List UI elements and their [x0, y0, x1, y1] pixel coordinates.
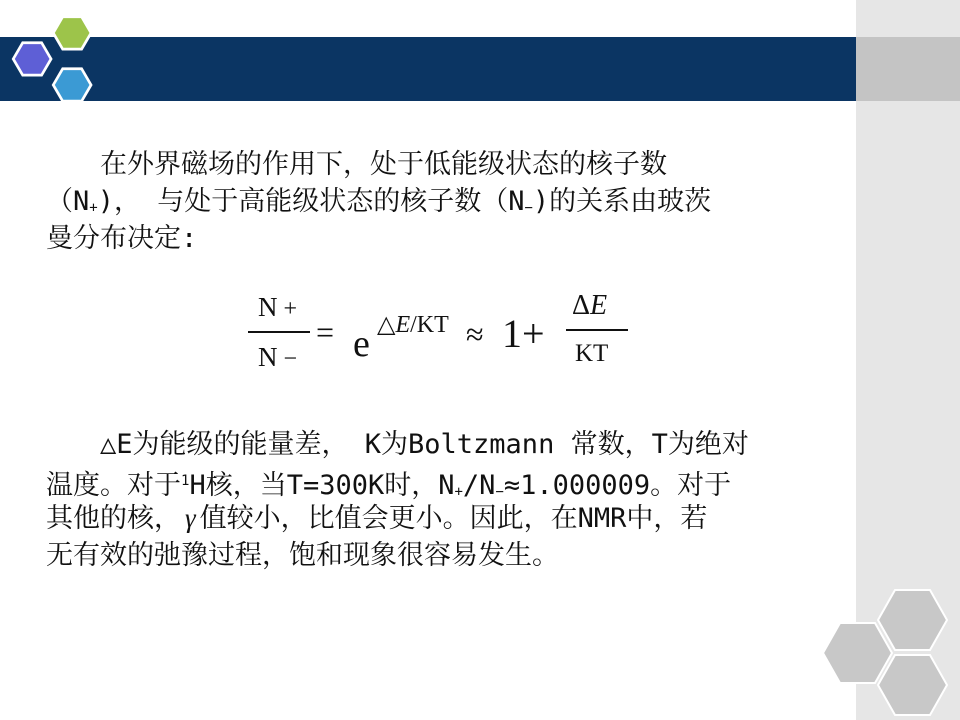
title-banner-gray-end: [856, 37, 960, 101]
rhs-fraction-bar: [566, 329, 628, 331]
lhs-numerator: N +: [258, 292, 298, 322]
para2-line2-sub: +: [454, 484, 463, 500]
gamma-symbol: γ: [185, 503, 196, 533]
para1-line2-a: （N: [46, 186, 90, 217]
para2-line2-a: 温度。对于: [46, 470, 181, 501]
para2-line3: [46, 500, 846, 537]
hexagon-green: [53, 17, 91, 49]
corner-hexagon-decoration-icon: [800, 585, 960, 720]
para2-line3-a: 其他的核，: [46, 503, 181, 534]
para1-line2-c: )的关系由玻茨: [532, 186, 712, 217]
paragraph-boltzmann-intro: [46, 146, 846, 257]
lhs-denominator: N −: [258, 342, 298, 372]
para2-line2-sub2: −: [495, 484, 504, 500]
exponent: △E/KT: [377, 312, 449, 338]
para1-line1: 在外界磁场的作用下，处于低能级状态的核子数: [100, 149, 667, 180]
paragraph-energy-explanation: [46, 426, 846, 574]
para2-line2: [46, 463, 846, 500]
para2-line2-d: ≈1.000009。对于: [503, 470, 732, 501]
approx-sign: ≈: [466, 316, 484, 352]
para1-line2-sub: +: [89, 200, 98, 216]
one-plus: 1+: [502, 311, 545, 356]
hexagon-logo-icon: [0, 0, 130, 130]
boltzmann-formula: [244, 286, 634, 382]
exponential-base: e: [353, 323, 370, 365]
para1-line2-b: )， 与处于高能级状态的核子数（N: [97, 186, 525, 217]
equals-sign: =: [316, 314, 335, 350]
hexagon-blue: [53, 69, 91, 101]
para1-line2: [46, 183, 846, 220]
hexagon-purple: [13, 43, 51, 75]
para2-line2-b: H核，当T=300K时，N: [189, 470, 455, 501]
lhs-fraction-bar: [248, 331, 310, 333]
rhs-numerator: ΔE: [572, 290, 608, 321]
para2-line1: △E为能级的能量差， K为Boltzmann 常数，T为绝对: [100, 429, 749, 460]
para2-line2-sup: 1: [181, 473, 190, 489]
para2-line3-b: 值较小，比值会更小。因此，在NMR中，若: [199, 503, 708, 534]
para2-line2-c: /N: [462, 470, 496, 501]
para1-line2-sub2: −: [524, 200, 533, 216]
para2-line4: 无有效的弛豫过程，饱和现象很容易发生。: [46, 540, 559, 571]
rhs-denominator: KT: [575, 340, 609, 367]
para1-line3: 曼分布决定:: [46, 223, 198, 254]
